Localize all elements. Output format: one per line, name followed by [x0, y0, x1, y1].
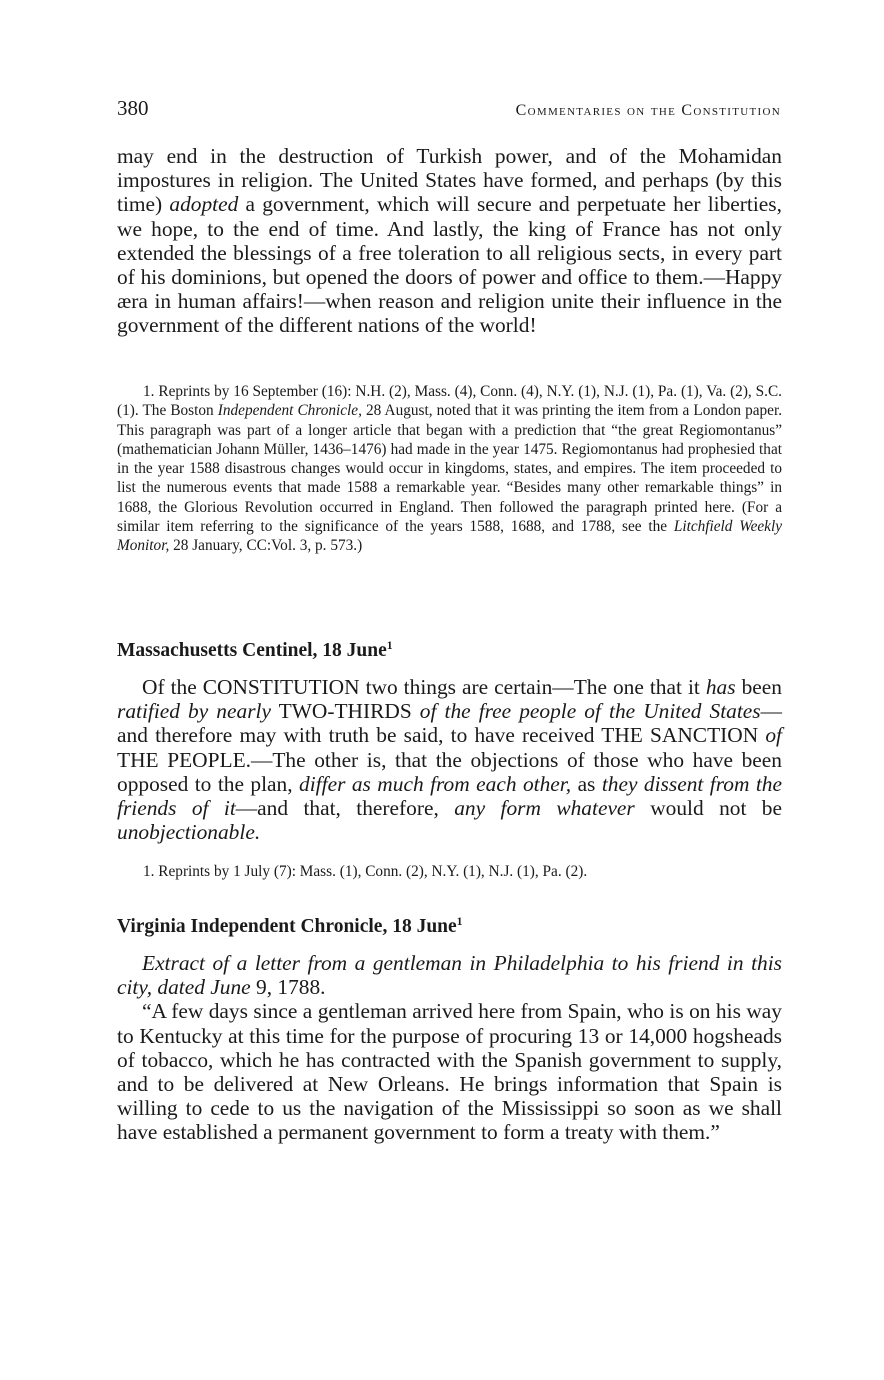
letter-intro: Extract of a letter from a gentleman in Philadelphia to his friend in this city, dated June 9, 1788.	[117, 951, 782, 1000]
centinel-paragraph: Of the CONSTITUTION two things are certain—The one that it has been ratified by nearly TWO-THIRDS of the free people of the United States—and therefore may with truth be said, to have received THE SANCTION of THE PEOPLE.—The other is, that the objections of those who have been opposed to the plan, differ as much from each other, as they dissent from the friends of it—and that, therefore, any form whatever would not be unobjectionable.	[117, 675, 783, 845]
footnote-text: 1. Reprints by 16 September (16): N.H. (2), Mass. (4), Conn. (4), N.Y. (1), N.J. (1), Pa. (1), Va. (2), S.C. (1). The Boston Independent Chronicle, 28 August, noted that it was printing the item from a London paper. This paragraph was part of a longer article that began with a prediction that “the great Regiomontanus” (mathematician Johann Müller, 1436–1476) had made in the year 1475. Regiomontanus had prophesied that in the year 1588 disastrous changes would occur in kingdoms, states, and empires. The item proceeded to list the numerous events that made 1588 a remarkable year. “Besides many other remarkable things” in 1688, the Glorious Revolution occurred in England. Then followed the paragraph printed here. (For a similar item referring to the significance of the years 1588, 1688, and 1788, see the Litchfield Weekly Monitor, 28 January, CC:Vol. 3, p. 573.)	[117, 383, 783, 555]
footnote-mark: 1	[386, 638, 393, 652]
letter-quote: “A few days since a gentleman arrived here from Spain, who is on his way to Kentucky at this time for the purpose of procuring 13 or 14,000 hogsheads of tobacco, which he has contracted with the Spanish government to supply, and to be delivered at New Orleans. He brings information that Spain is willing to cede to us the navigation of the Mississippi so soon as we shall have established a permanent government to form a treaty with them.”	[117, 999, 782, 1145]
footnote-mark: 1	[456, 914, 463, 928]
section-heading-virginia-independent-chronicle: Virginia Independent Chronicle, 18 June$^1$	[117, 914, 463, 937]
running-head	[117, 96, 781, 121]
footnote-text: 1. Reprints by 1 July (7): Mass. (1), Conn. (2), N.Y. (1), N.J. (1), Pa. (2).	[143, 863, 588, 880]
continuation-paragraph: may end in the destruction of Turkish power, and of the Mohamidan impostures in religion. The United States have formed, and perhaps (by this time) adopted a government, which will secure and perpetuate her liberties, we hope, to the end of time. And lastly, the king of France has not only extended the blessings of a free toleration to all religious sects, in every part of his dominions, but opened the doors of power and office to them.—Happy æra in human affairs!—when reason and religion unite their influence in the government of the different nations of the world!	[117, 144, 782, 338]
footnote-1	[117, 382, 782, 556]
continuation-paragraph-block	[117, 144, 782, 338]
page-number: 380	[117, 96, 149, 120]
centinel-paragraph-block	[117, 675, 782, 844]
running-title: Commentaries on the Constitution	[515, 102, 781, 119]
section-heading-massachusetts-centinel: Massachusetts Centinel, 18 June$^1$	[117, 638, 393, 661]
footnote-centinel	[117, 862, 782, 881]
chronicle-text-block	[117, 951, 782, 1145]
